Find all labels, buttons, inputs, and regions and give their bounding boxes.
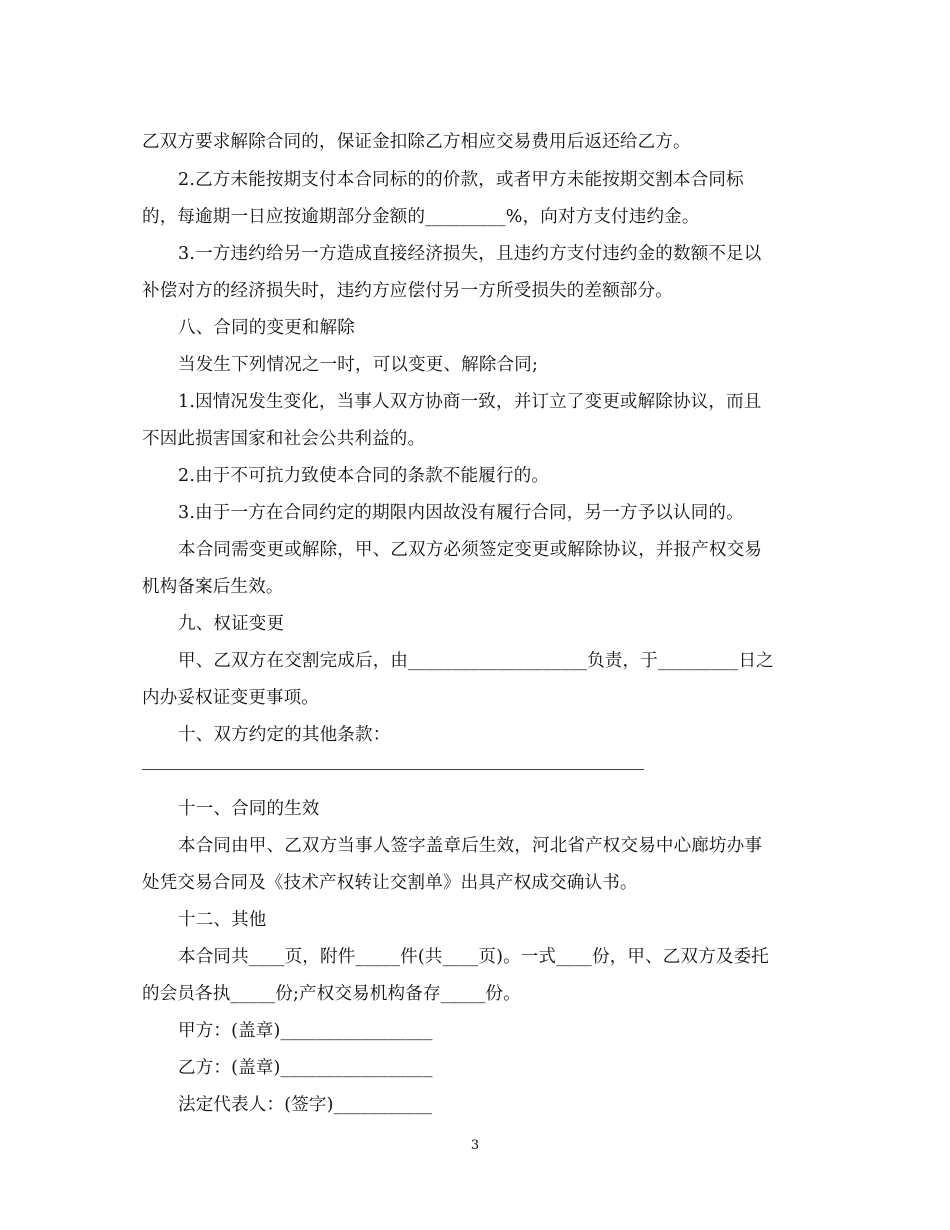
signature-line-party-a: 甲方：(盖章)_________________	[178, 1021, 433, 1041]
section-heading: 十、双方约定的其他条款：	[178, 725, 391, 745]
text-line: 不因此损害国家和社会公共利益的。	[142, 429, 426, 449]
text-line: 的，每逾期一日应按逾期部分金额的_________%，向对方支付违约金。	[142, 207, 700, 227]
section-heading: 九、权证变更	[178, 614, 285, 634]
text-line: 内办妥权证变更事项。	[142, 688, 319, 708]
text-line: 乙双方要求解除合同的，保证金扣除乙方相应交易费用后返还给乙方。	[142, 132, 691, 152]
section-heading: 八、合同的变更和解除	[178, 318, 355, 338]
text-line: 甲、乙双方在交割完成后，由____________________负责，于_________日之	[178, 651, 774, 671]
text-line: 2.由于不可抗力致使本合同的条款不能履行的。	[178, 466, 550, 486]
section-heading: 十二、其他	[178, 910, 267, 930]
text-line: 处凭交易合同及《技术产权转让交割单》出具产权成交确认书。	[142, 873, 638, 893]
blank-fill-line	[142, 769, 644, 770]
section-heading: 十一、合同的生效	[178, 799, 320, 819]
text-line: 当发生下列情况之一时，可以变更、解除合同;	[178, 355, 539, 375]
text-line: 3.一方违约给另一方造成直接经济损失，且违约方支付违约金的数额不足以	[178, 244, 762, 264]
text-line: 3.由于一方在合同约定的期限内因故没有履行合同，另一方予以认同的。	[178, 503, 744, 523]
text-line: 1.因情况发生变化，当事人双方协商一致，并订立了变更或解除协议，而且	[178, 392, 762, 412]
signature-line-legal-representative: 法定代表人：(签字)___________	[178, 1095, 433, 1115]
text-line: 本合同需变更或解除，甲、乙双方必须签定变更或解除协议，并报产权交易	[178, 540, 763, 560]
text-line: 本合同共____页，附件_____件(共____页)。一式____份，甲、乙双方及委托	[178, 947, 770, 967]
signature-line-party-b: 乙方：(盖章)_________________	[178, 1058, 433, 1078]
text-line: 的会员各执_____份;产权交易机构备存_____份。	[142, 984, 521, 1004]
text-line: 机构备案后生效。	[142, 577, 284, 597]
text-line: 补偿对方的经济损失时，违约方应偿付另一方所受损失的差额部分。	[142, 281, 673, 301]
page-number: 3	[470, 1138, 480, 1153]
text-line: 2.乙方未能按期支付本合同标的的价款，或者甲方未能按期交割本合同标	[178, 170, 744, 190]
text-line: 本合同由甲、乙双方当事人签字盖章后生效，河北省产权交易中心廊坊办事	[178, 836, 763, 856]
